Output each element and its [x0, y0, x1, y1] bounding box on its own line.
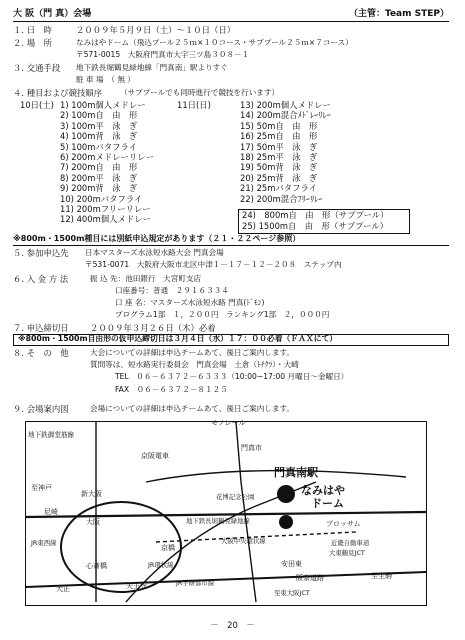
day1-event-item: 11) 200mフリーリレー [60, 204, 151, 214]
payment-label: ６. 入 金 方 法 [13, 274, 69, 284]
access-map [25, 421, 427, 606]
page-number: － 20 － [210, 620, 255, 630]
map-label-keihan: 京阪電車 [141, 452, 169, 460]
map-label-amagasaki: 尼崎 [44, 508, 58, 516]
dome-icon [277, 485, 295, 503]
day1-event-item: 6) 200mメドレーリレー [60, 152, 155, 162]
map-label-station: 門真南駅 [274, 466, 318, 479]
event-25: 25) 1500m自 由 形（サブプール） [242, 221, 389, 231]
map-label-shinosaka: 新大阪 [81, 490, 102, 498]
day2-event-item: 19) 50m背 泳 ぎ [240, 162, 318, 173]
payment-line4: プログラム1部 １，２００円 ランキング1部 ２，０００円 [115, 310, 330, 319]
venue-title: 大 阪（門 真）会場 [13, 9, 92, 19]
payment-line3: 口 座 名：マスターズ水泳短水路 門真(ﾄﾞﾓﾝ) [115, 298, 265, 307]
day1-label: 10日(土) [20, 100, 54, 110]
day1-event-item: 12) 400m個人メドレー [60, 214, 151, 225]
day2-event-item: 20) 25m背 泳 ぎ [240, 172, 318, 183]
transport-value: 地下鉄長堀鶴見緑地線「門真南」駅よりすぐ [76, 63, 228, 72]
map-label-kobe: 至神戸 [31, 484, 52, 492]
day2-event-item: 17) 50m平 泳 ぎ [240, 141, 318, 152]
place-label: ２. 場 所 [13, 38, 52, 48]
map-label-kyobashi: 京橋 [161, 544, 175, 552]
map-label-nara: 至生駒 [371, 572, 392, 580]
place-value: なみはやドーム（飛込プール２５ｍ×１０コース・サブプール２５ｍ×７コース） [76, 38, 353, 47]
map-label-kinen: 花博記念公園 [216, 493, 255, 501]
event-24: 24) 800m自 由 形（サブプール） [242, 210, 389, 220]
venue-value: 会場についての詳細は申込チームあて、後日ご案内します。 [90, 404, 295, 413]
transport-label: ３. 交通手段 [13, 63, 61, 73]
map-label-daishou: 大正 [56, 585, 70, 593]
map-label-subway: 地下鉄御堂筋線 [28, 431, 75, 439]
day1-event-item: 8) 200m平 泳 ぎ [60, 172, 138, 183]
day1-event-item: 4) 100m背 泳 ぎ [60, 131, 138, 142]
map-label-hanshin: 阪奈道路 [296, 574, 324, 582]
other-label: ８. そ の 他 [13, 348, 69, 358]
map-label-yasuda: 安田東 [281, 560, 302, 568]
day2-event-item: 15) 50m自 由 形 [240, 120, 318, 131]
apply-line2: 〒531-0071 大阪府大阪市北区中津１－１７－１２－２０８ ステップ内 [85, 260, 342, 269]
map-label-dome1: なみはや [301, 484, 345, 497]
events-note: （サブプールでも同時進行で競技を行います） [120, 88, 280, 97]
events-label: ４. 種目および競技順序 [13, 88, 103, 98]
notice-800-1500: ※800m・1500m種目には別紙申込規定があります（２１・２２ページ参照） [13, 234, 301, 243]
map-label-kinki: 近畿自動車道 [331, 539, 370, 547]
deadline-label: ７. 申込締切日 [13, 323, 69, 333]
payment-line2: 口座番号：普通 ２９１６３３４ [115, 286, 229, 295]
day2-event-item: 13) 200m個人メドレー [240, 100, 331, 110]
day1-event-item: 10) 200mバタフライ [60, 193, 143, 204]
map-label-kadomashi: 門真市 [241, 444, 262, 452]
contact-tel: TEL ０６－６３７２－６３３３（10:00~17:00 月曜日～金曜日） [115, 372, 349, 381]
venue-label: ９. 会場案内図 [13, 404, 69, 414]
day1-event-item: 7) 200m自 由 形 [60, 162, 138, 173]
map-label-monorail: モノレール [211, 419, 246, 427]
date-label: １. 日 時 [13, 25, 52, 35]
payment-line1: 振 込 先：池田銀行 大宮町支店 [90, 274, 202, 283]
date-value: ２００９年５月９日（土）～１０日（日） [76, 25, 236, 35]
map-label-osaka: 大阪 [86, 518, 100, 526]
map-label-dome2: ドーム [311, 497, 344, 510]
day2-event-item: 16) 25m自 由 形 [240, 131, 318, 142]
map-label-gakken: JR学研都市線 [176, 579, 215, 587]
parking-value: 駐 車 場 （ 無 ） [76, 75, 136, 84]
day1-event-item: 2) 100m自 由 形 [60, 110, 138, 121]
place-address: 〒571-0015 大阪府門真市大字三ツ島３０８－１ [76, 50, 250, 59]
other-line1: 大会についての詳細は申込チームあて、後日ご案内します。 [90, 348, 295, 357]
apply-line1: 日本マスターズ水泳短水路大会 門真会場 [85, 248, 224, 257]
deadline-value: ２００９年３月２６日（木）必着 [90, 323, 216, 333]
map-label-nagahori: 地下鉄長堀鶴見緑地線 [186, 517, 250, 525]
day2-event-item: 22) 200m混合ﾌﾘｰﾘﾚｰ [240, 193, 323, 204]
other-line2: 質問等は、短水路実行委員会 門真会場 土倉（ﾄﾁｸﾗ）・大崎 [90, 360, 299, 369]
apply-label: ５. 参加申込先 [13, 248, 69, 258]
blossom-icon [279, 515, 293, 529]
day2-event-item: 18) 25m平 泳 ぎ [240, 152, 318, 162]
contact-fax: FAX ０６－６３７２－８１２５ [115, 385, 228, 394]
day2-event-item: 14) 200m混合ﾒﾄﾞﾚｰﾘﾚｰ [240, 110, 331, 121]
day2-event-item: 21) 25mバタフライ [240, 183, 318, 194]
notice-provisional: ※800m・1500m自由形の仮申込締切日は３月４日（水）１７：００必着（ＦＡＸにて） [18, 334, 338, 343]
map-label-kintetsu: 大東鶴見JCT [329, 549, 365, 557]
day1-event-item: 3) 100m平 泳 ぎ [60, 120, 138, 131]
organizer-label: （主管：Team STEP） [349, 9, 449, 19]
day1-event-item: 9) 200m背 泳 ぎ [60, 183, 138, 194]
map-label-bossam: プロッサム [326, 520, 361, 528]
day2-label: 11日(日) [177, 100, 211, 110]
map-graphic [26, 422, 426, 605]
map-label-tennoji: 天王寺 [126, 582, 147, 590]
map-label-jr: JR東西線 [31, 539, 57, 547]
day1-event-item: 1) 100m個人メドレー [60, 100, 146, 110]
map-label-tsurumi: 大阪中央環状線 [221, 537, 266, 545]
header-bar [13, 8, 449, 22]
map-label-kanjo: JR環状線 [148, 561, 174, 569]
separator [13, 245, 449, 246]
map-label-toyo: 至東大阪JCT [274, 589, 310, 597]
day1-event-item: 5) 100mバタフライ [60, 141, 138, 152]
map-label-shinsaibashi: 心斎橋 [86, 562, 107, 570]
